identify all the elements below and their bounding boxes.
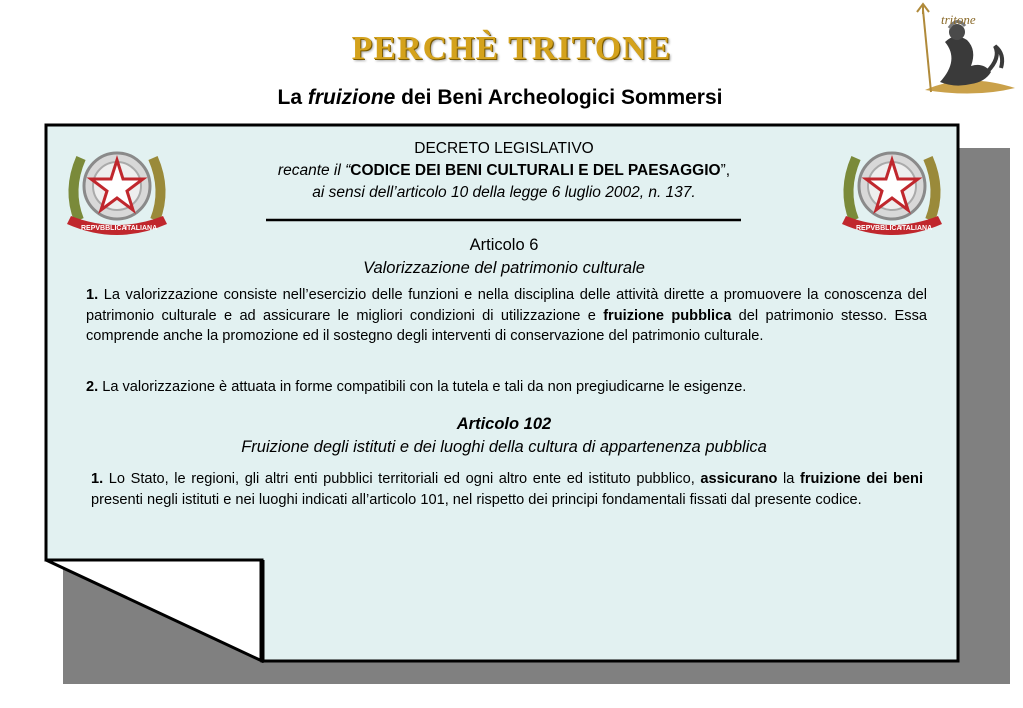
decree-heading xyxy=(174,138,834,204)
tritone-logo xyxy=(905,2,1020,102)
page-title: PERCHÈ TRITONE xyxy=(351,30,672,67)
svg-text:REPVBBLICA: REPVBBLICA xyxy=(856,225,902,232)
art6-title: Articolo 6 xyxy=(469,236,539,254)
decree-line-3: ai sensi dell’articolo 10 della legge 6 luglio 2002, n. 137. xyxy=(312,184,696,201)
decree-title: DECRETO LEGISLATIVO xyxy=(414,140,594,157)
art6-paragraph-2: 2. La valorizzazione è attuata in forme compatibili con la tutela e tali da non pregiudicarne le esigenze. xyxy=(86,379,747,395)
art102-paragraph-1: 1. Lo Stato, le regioni, gli altri enti pubblici territoriali ed ogni altro ente ed istituto pubblico, assicurano la fruizione dei beni presenti negli istituti e nei luoghi indicati all’articolo 101, nel rispetto dei principi fondamentali fissati dal presente codice. xyxy=(91,471,924,508)
svg-text:REPVBBLICA: REPVBBLICA xyxy=(81,225,127,232)
art6-subtitle: Valorizzazione del patrimonio culturale xyxy=(363,259,645,277)
art6-paragraph-1: 1. La valorizzazione consiste nell’esercizio delle funzioni e nella disciplina delle attività dirette a promuovere la conoscenza del patrimonio culturale e ad assicurare le migliori condizioni di utilizzazione e fruizione pubblica del patrimonio stesso. Essa comprende anche la promozione ed il sostegno degli interventi di conservazione del patrimonio culturale. xyxy=(86,287,927,344)
art102-title: Articolo 102 xyxy=(456,415,552,433)
italian-republic-emblem-left xyxy=(59,130,175,246)
svg-text:ITALIANA: ITALIANA xyxy=(900,225,933,232)
svg-text:ITALIANA: ITALIANA xyxy=(125,225,158,232)
document-card xyxy=(44,123,960,663)
decree-line-2: recante il “CODICE DEI BENI CULTURALI E DEL PAESAGGIO”, xyxy=(277,162,731,179)
art6-heading xyxy=(174,234,834,280)
art102-heading xyxy=(154,413,854,459)
page-subtitle: La fruizione dei Beni Archeologici Sommersi xyxy=(277,86,723,109)
italian-republic-emblem-right xyxy=(834,130,950,246)
logo-text: tritone xyxy=(941,12,976,27)
art102-subtitle: Fruizione degli istituti e dei luoghi della cultura di appartenenza pubblica xyxy=(241,438,767,456)
